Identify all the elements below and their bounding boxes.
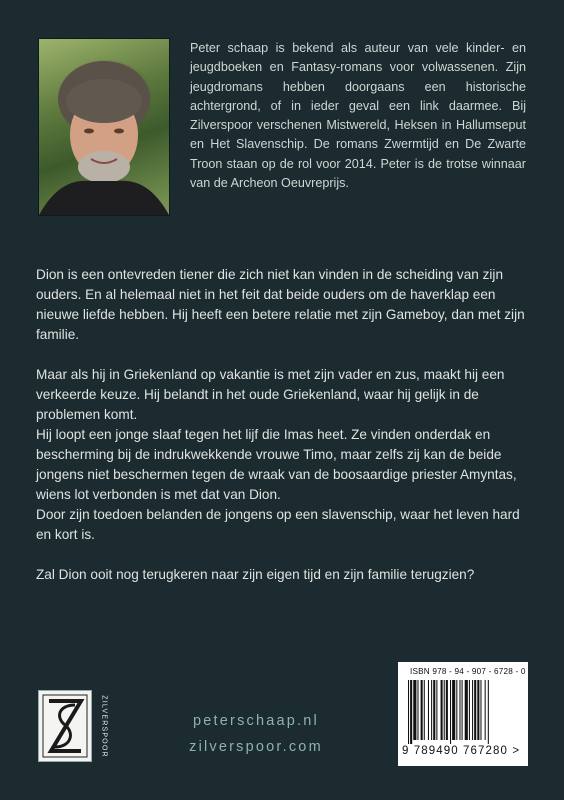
barcode-bar	[410, 680, 412, 744]
blurb-paragraph: Hij loopt een jonge slaaf tegen het lijf die Imas heet. Ze vinden onderdak en bescherming bij de indrukwekkende vrouwe Timo, maar zelfs zij kan de beide jongens niet beschermen tegen de wraak van de boosaardige priester Amyntas, wiens lot verbonden is met dat van Dion.	[36, 427, 517, 502]
publisher-logo	[38, 690, 92, 762]
barcode-bar	[433, 680, 435, 740]
author-bio: Peter schaap is bekend als auteur van vele kinder- en jeugdboeken en Fantasy-romans voor volwassenen. Zijn jeugdromans hebben doorgaans een historische achtergrond, of in ieder geval een link daarmee. Bij Zilverspoor verschenen Mistwereld, Heksen in Hallumseput en Het Slavenschip. De romans Zwermtijd en De Zwarte Troon staan op de rol voor 2014. Peter is de trotse winnaar van de Archeon Oeuvreprijs.	[190, 41, 526, 191]
isbn-label: ISBN 978 - 94 - 907 - 6728 - 0	[410, 667, 526, 676]
barcode-bar	[413, 680, 416, 740]
blurb-paragraph: Door zijn toedoen belanden de jongens op een slavenschip, waar het leven hard en kort is.	[36, 507, 520, 542]
barcode-digits: 9 789490 767280 >	[402, 745, 521, 757]
barcode-bar	[462, 680, 463, 740]
barcode-bar	[472, 680, 473, 740]
blurb-paragraph: Dion is een ontevreden tiener die zich niet kan vinden in de scheiding van zijn ouders. En al helemaal niet in het feit dat beide ouders om de haverklap een nieuwe liefde hebben. Hij heeft een betere relatie met zijn Gameboy, dan met zijn familie.	[36, 267, 525, 342]
isbn-barcode	[398, 662, 528, 766]
barcode-bar	[446, 680, 448, 740]
zilverspoor-logo	[39, 691, 91, 761]
barcode-bar	[450, 680, 451, 744]
barcode-bar	[424, 680, 425, 740]
website-link-author[interactable]: peterschaap.nl	[193, 713, 319, 729]
barcode-bar	[465, 680, 468, 740]
author-portrait-photo	[39, 39, 169, 215]
blurb-paragraph: Zal Dion ooit nog terugkeren naar zijn eigen tijd en zijn familie terugzien?	[36, 567, 475, 582]
barcode-bar	[441, 680, 443, 740]
blurb	[36, 265, 528, 585]
publisher-name	[97, 690, 111, 762]
publisher-name-text: ZILVERSPOOR	[100, 694, 108, 758]
barcode-bar	[480, 680, 481, 740]
barcode-bar	[469, 680, 470, 740]
barcode-bar	[456, 680, 457, 740]
barcode-bar	[477, 680, 479, 740]
barcode-bar	[485, 680, 486, 740]
barcode-bar	[459, 680, 460, 740]
barcode-bar	[421, 680, 423, 740]
barcode-bar	[444, 680, 445, 740]
author-photo	[38, 38, 170, 216]
barcode-bar	[428, 680, 429, 740]
blurb-paragraph: Maar als hij in Griekenland op vakantie is met zijn vader en zus, maakt hij een verkeerde keuze. Hij belandt in het oude Griekenland, waar hij gelijk in de problemen komt.	[36, 367, 505, 422]
barcode-bar	[474, 680, 476, 740]
barcode-bar	[436, 680, 437, 740]
website-link-publisher[interactable]: zilverspoor.com	[189, 739, 323, 755]
barcode-bar	[408, 680, 409, 744]
barcode-bars	[404, 680, 522, 744]
websites	[182, 708, 330, 760]
barcode-bar	[417, 680, 418, 740]
barcode-bar	[431, 680, 432, 740]
barcode-bar	[488, 680, 489, 744]
barcode-bar	[452, 680, 455, 740]
